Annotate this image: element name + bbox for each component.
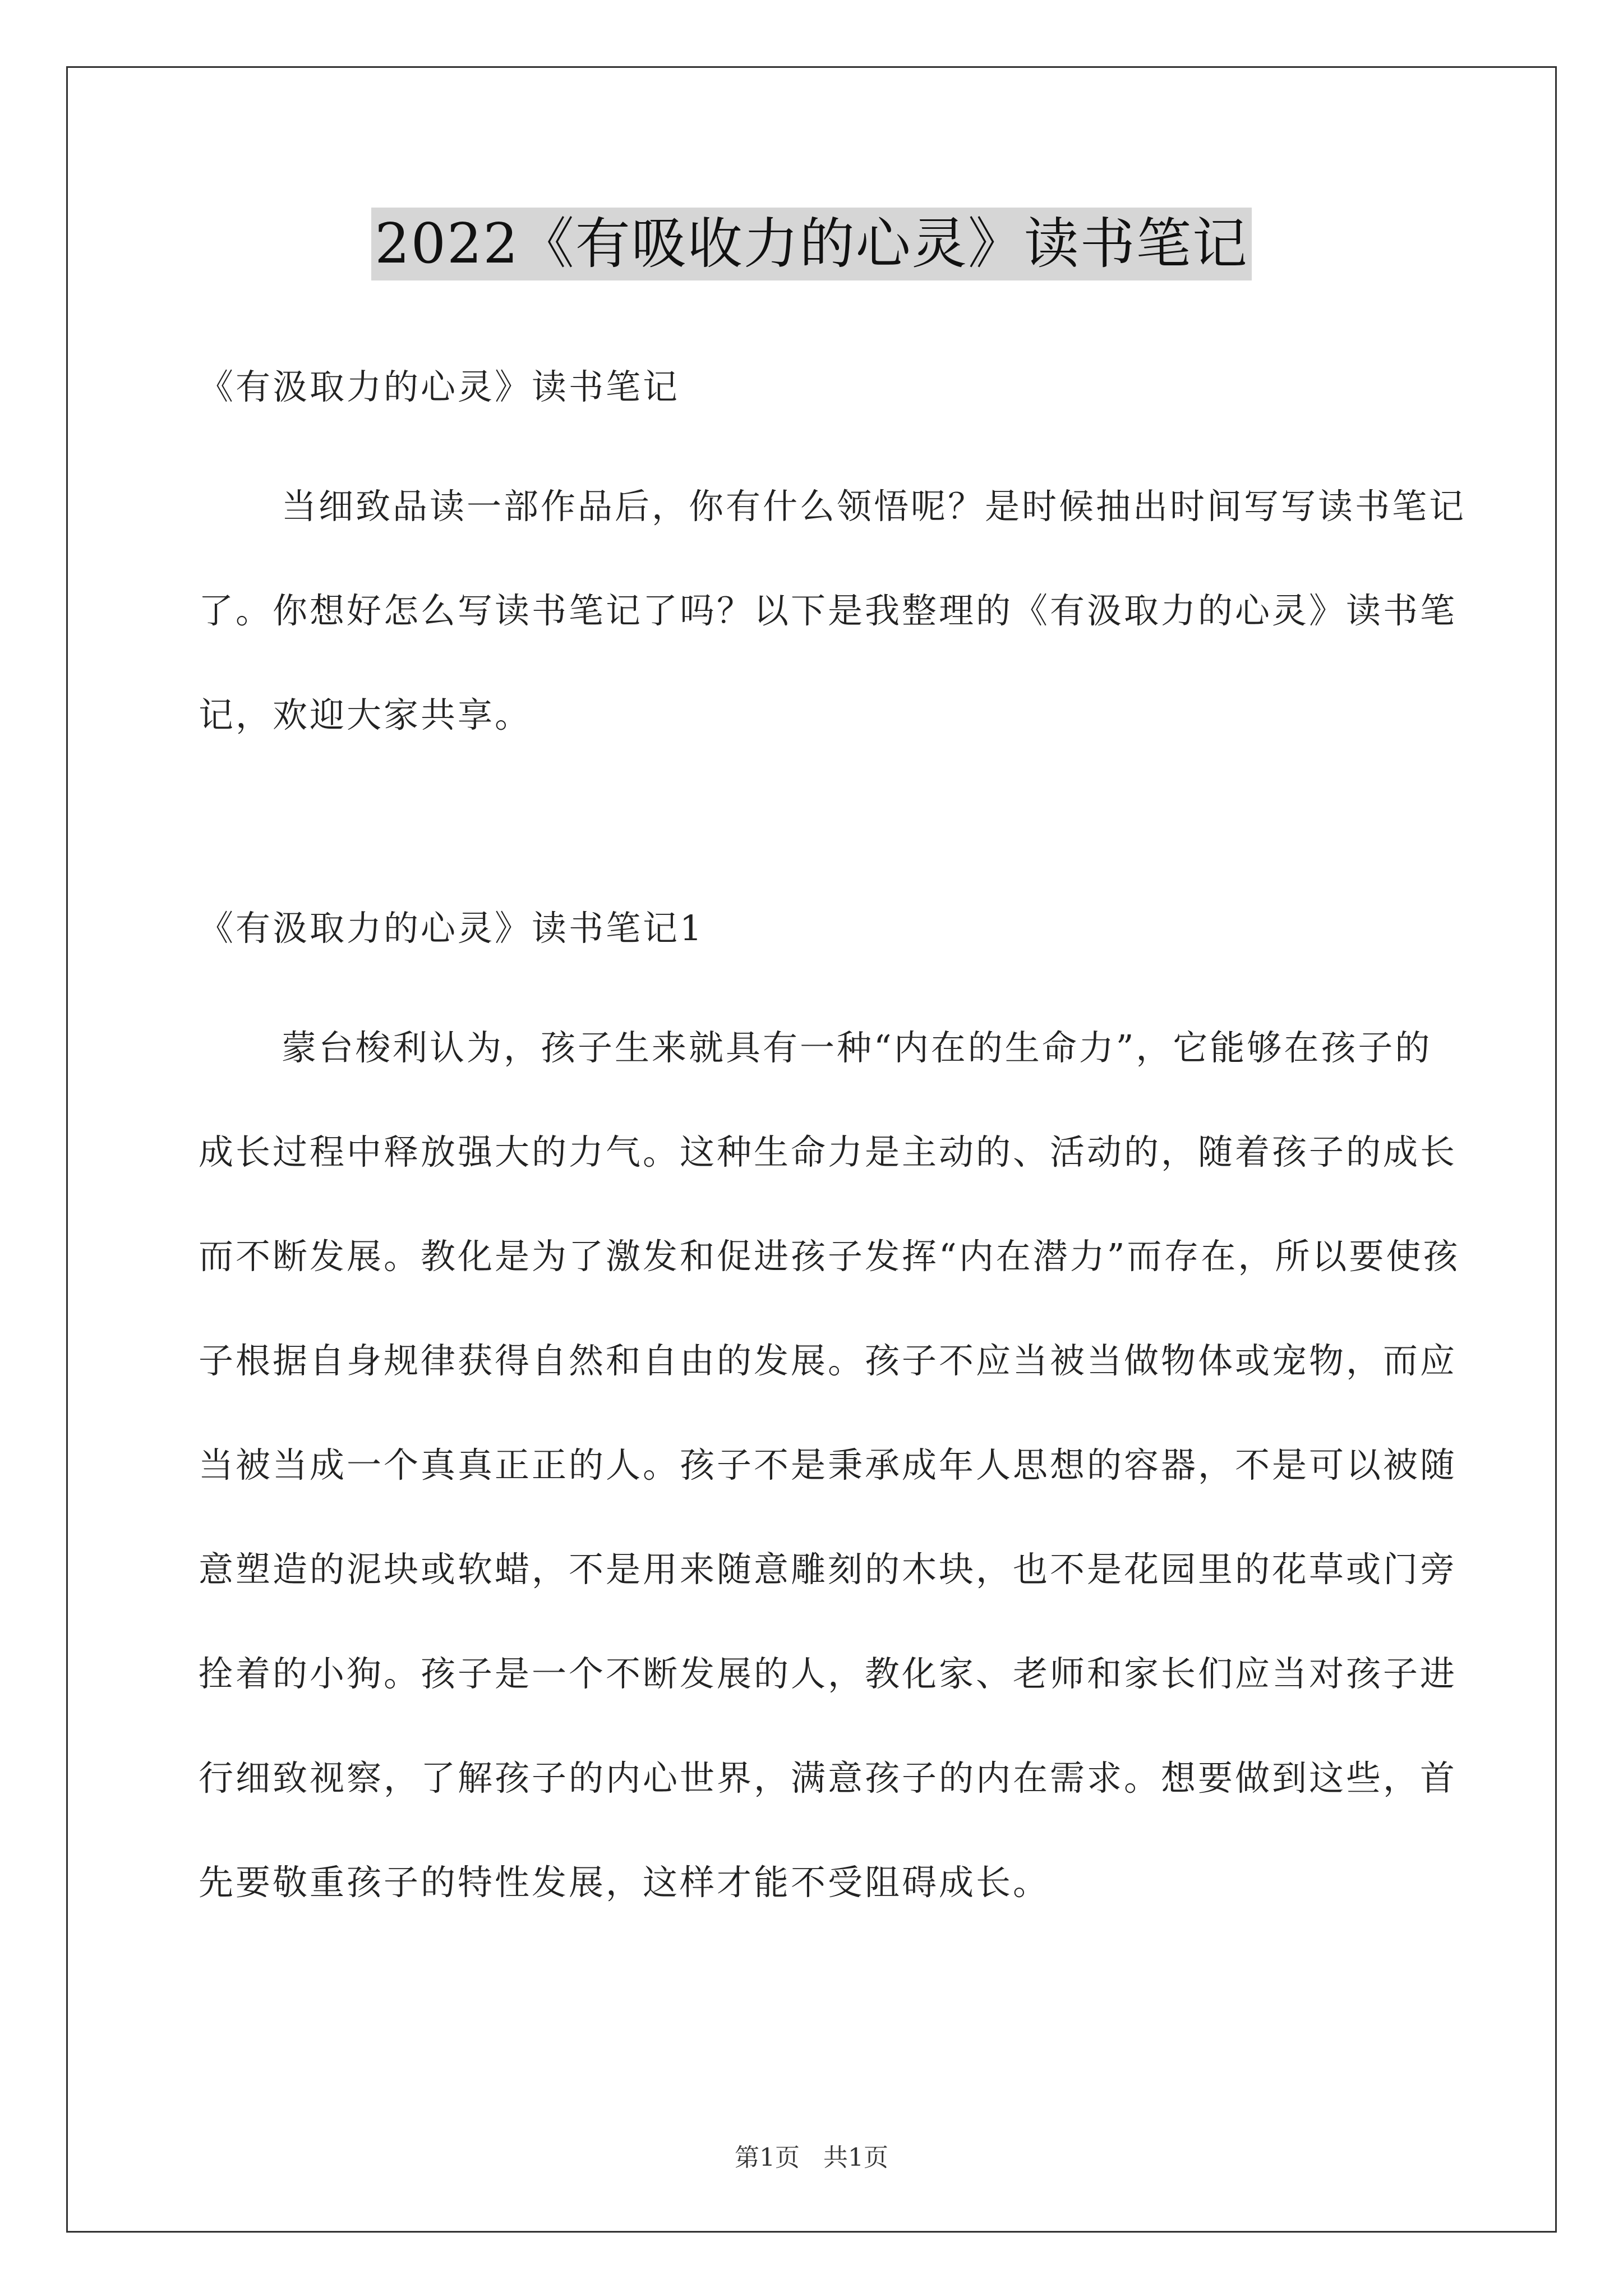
title-container [0, 208, 1623, 280]
intro-paragraph: 当细致品读一部作品后，你有什么领悟呢？是时候抽出时间写写读书笔记了。你想好怎么写读书笔记了吗？以下是我整理的《有汲取力的心灵》读书笔记，欢迎大家共享。 [199, 486, 1467, 735]
body-paragraph: 蒙台梭利认为，孩子生来就具有一种“内在的生命力”，它能够在孩子的成长过程中释放强大的力气。这种生命力是主动的、活动的，随着孩子的成长而不断发展。教化是为了激发和促进孩子发挥“内在潜力”而存在，所以要使孩子根据自身规律获得自然和自由的发展。孩子不应当被当做物体或宠物，而应当被当成一个真真正正的人。孩子不是秉承成年人思想的容器，不是可以被随意塑造的泥块或软蜡，不是用来随意雕刻的木块，也不是花园里的花草或门旁拴着的小狗。孩子是一个不断发展的人，教化家、老师和家长们应当对孩子进行细致视察，了解孩子的内心世界，满意孩子的内在需求。想要做到这些，首先要敬重孩子的特性发展，这样才能不受阻碍成长。 [199, 1027, 1460, 1903]
document-title: 2022《有吸收力的心灵》读书笔记 [371, 208, 1251, 280]
page-footer [0, 2137, 1623, 2173]
page-current: 第1页 [735, 2143, 800, 2172]
page-total: 共1页 [823, 2143, 888, 2172]
document-heading: 《有汲取力的心灵》读书笔记 [199, 366, 680, 407]
section-heading: 《有汲取力的心灵》读书笔记1 [199, 908, 704, 949]
